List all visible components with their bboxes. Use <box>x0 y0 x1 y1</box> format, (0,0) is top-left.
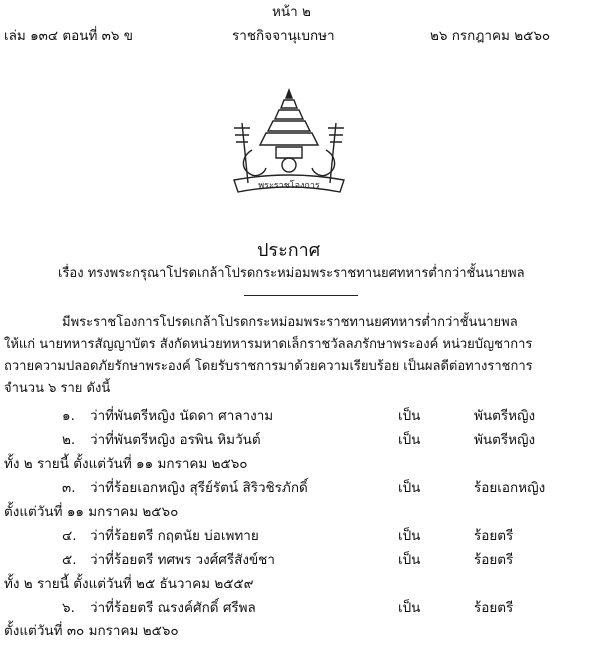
entry-name: ว่าที่ร้อยตรี กฤตนัย บ่อเพทาย <box>90 528 259 544</box>
entry-rank: ร้อยตรี <box>474 528 514 544</box>
entry-be: เป็น <box>398 600 421 616</box>
entry-be: เป็น <box>398 528 421 544</box>
publish-date: ๒๖ กรกฎาคม ๒๕๖๐ <box>430 28 551 44</box>
entry-rank: ร้อยเอกหญิง <box>474 480 546 496</box>
entry-rank: ร้อยตรี <box>474 600 514 616</box>
emblem-ribbon-text: พระราชโองการ <box>258 181 320 191</box>
body-line: ถวายความปลอดภัยรักษาพระองค์ โดยรับราชการมาด้วยความเรียบร้อย เป็นผลดีต่อทางราชการ <box>4 359 533 374</box>
entry-number: ๖. <box>62 600 75 616</box>
document-title: ประกาศ <box>257 240 321 261</box>
document-subject: เรื่อง ทรงพระกรุณาโปรดเกล้าโปรดกระหม่อมพระราชทานยศทหารต่ำกว่าชั้นนายพล <box>58 266 525 281</box>
entry-be: เป็น <box>398 408 421 424</box>
entry-name: ว่าที่ร้อยตรี ทศพร วงศ์ศรีสังข์ชา <box>90 552 275 568</box>
entry-be: เป็น <box>398 552 421 568</box>
entry-rank: ร้อยตรี <box>474 552 514 568</box>
royal-emblem <box>214 88 364 206</box>
entry-number: ๕. <box>62 552 77 568</box>
body-line: มีพระราชโองการโปรดเกล้าโปรดกระหม่อมพระราชทานยศทหารต่ำกว่าชั้นนายพล <box>62 315 518 330</box>
entry-number: ๑. <box>62 408 75 424</box>
gazette-name: ราชกิจจานุเบกษา <box>232 28 335 44</box>
entry-number: ๒. <box>62 432 76 448</box>
effective-date: ทั้ง ๒ รายนี้ ตั้งแต่วันที่ ๒๕ ธันวาคม ๒๕๕๙ <box>4 576 254 592</box>
entry-be: เป็น <box>398 432 421 448</box>
entry-number: ๔. <box>62 528 77 544</box>
title-divider <box>244 295 358 296</box>
effective-date: ตั้งแต่วันที่ ๓๐ มกราคม ๒๕๖๐ <box>4 623 179 639</box>
entry-rank: พันตรีหญิง <box>474 408 536 424</box>
entry-name: ว่าที่ร้อยเอกหญิง สุรีย์รัตน์ สิริวชิรภักดิ์ <box>90 480 308 496</box>
effective-date: ตั้งแต่วันที่ ๑๑ มกราคม ๒๕๖๐ <box>4 504 179 520</box>
page-number: หน้า ๒ <box>272 4 311 20</box>
entry-number: ๓. <box>62 480 76 496</box>
body-line: จำนวน ๖ ราย ดังนี้ <box>4 381 111 396</box>
volume-info: เล่ม ๑๓๔ ตอนที่ ๓๖ ข <box>4 28 133 44</box>
effective-date: ทั้ง ๒ รายนี้ ตั้งแต่วันที่ ๑๑ มกราคม ๒๕๖๐ <box>4 456 248 472</box>
entry-name: ว่าที่พันตรีหญิง นัดดา ศาลางาม <box>90 408 274 424</box>
body-line: ให้แก่ นายทหารสัญญาบัตร สังกัดหน่วยทหารมหาดเล็กราชวัลลภรักษาพระองค์ หน่วยบัญชาการ <box>4 337 533 352</box>
entry-name: ว่าที่พันตรีหญิง อรพิน หิมวันต์ <box>90 432 261 448</box>
entry-be: เป็น <box>398 480 421 496</box>
entry-rank: พันตรีหญิง <box>474 432 536 448</box>
entry-name: ว่าที่ร้อยตรี ณรงค์ศักดิ์ ศรีพล <box>90 600 256 616</box>
